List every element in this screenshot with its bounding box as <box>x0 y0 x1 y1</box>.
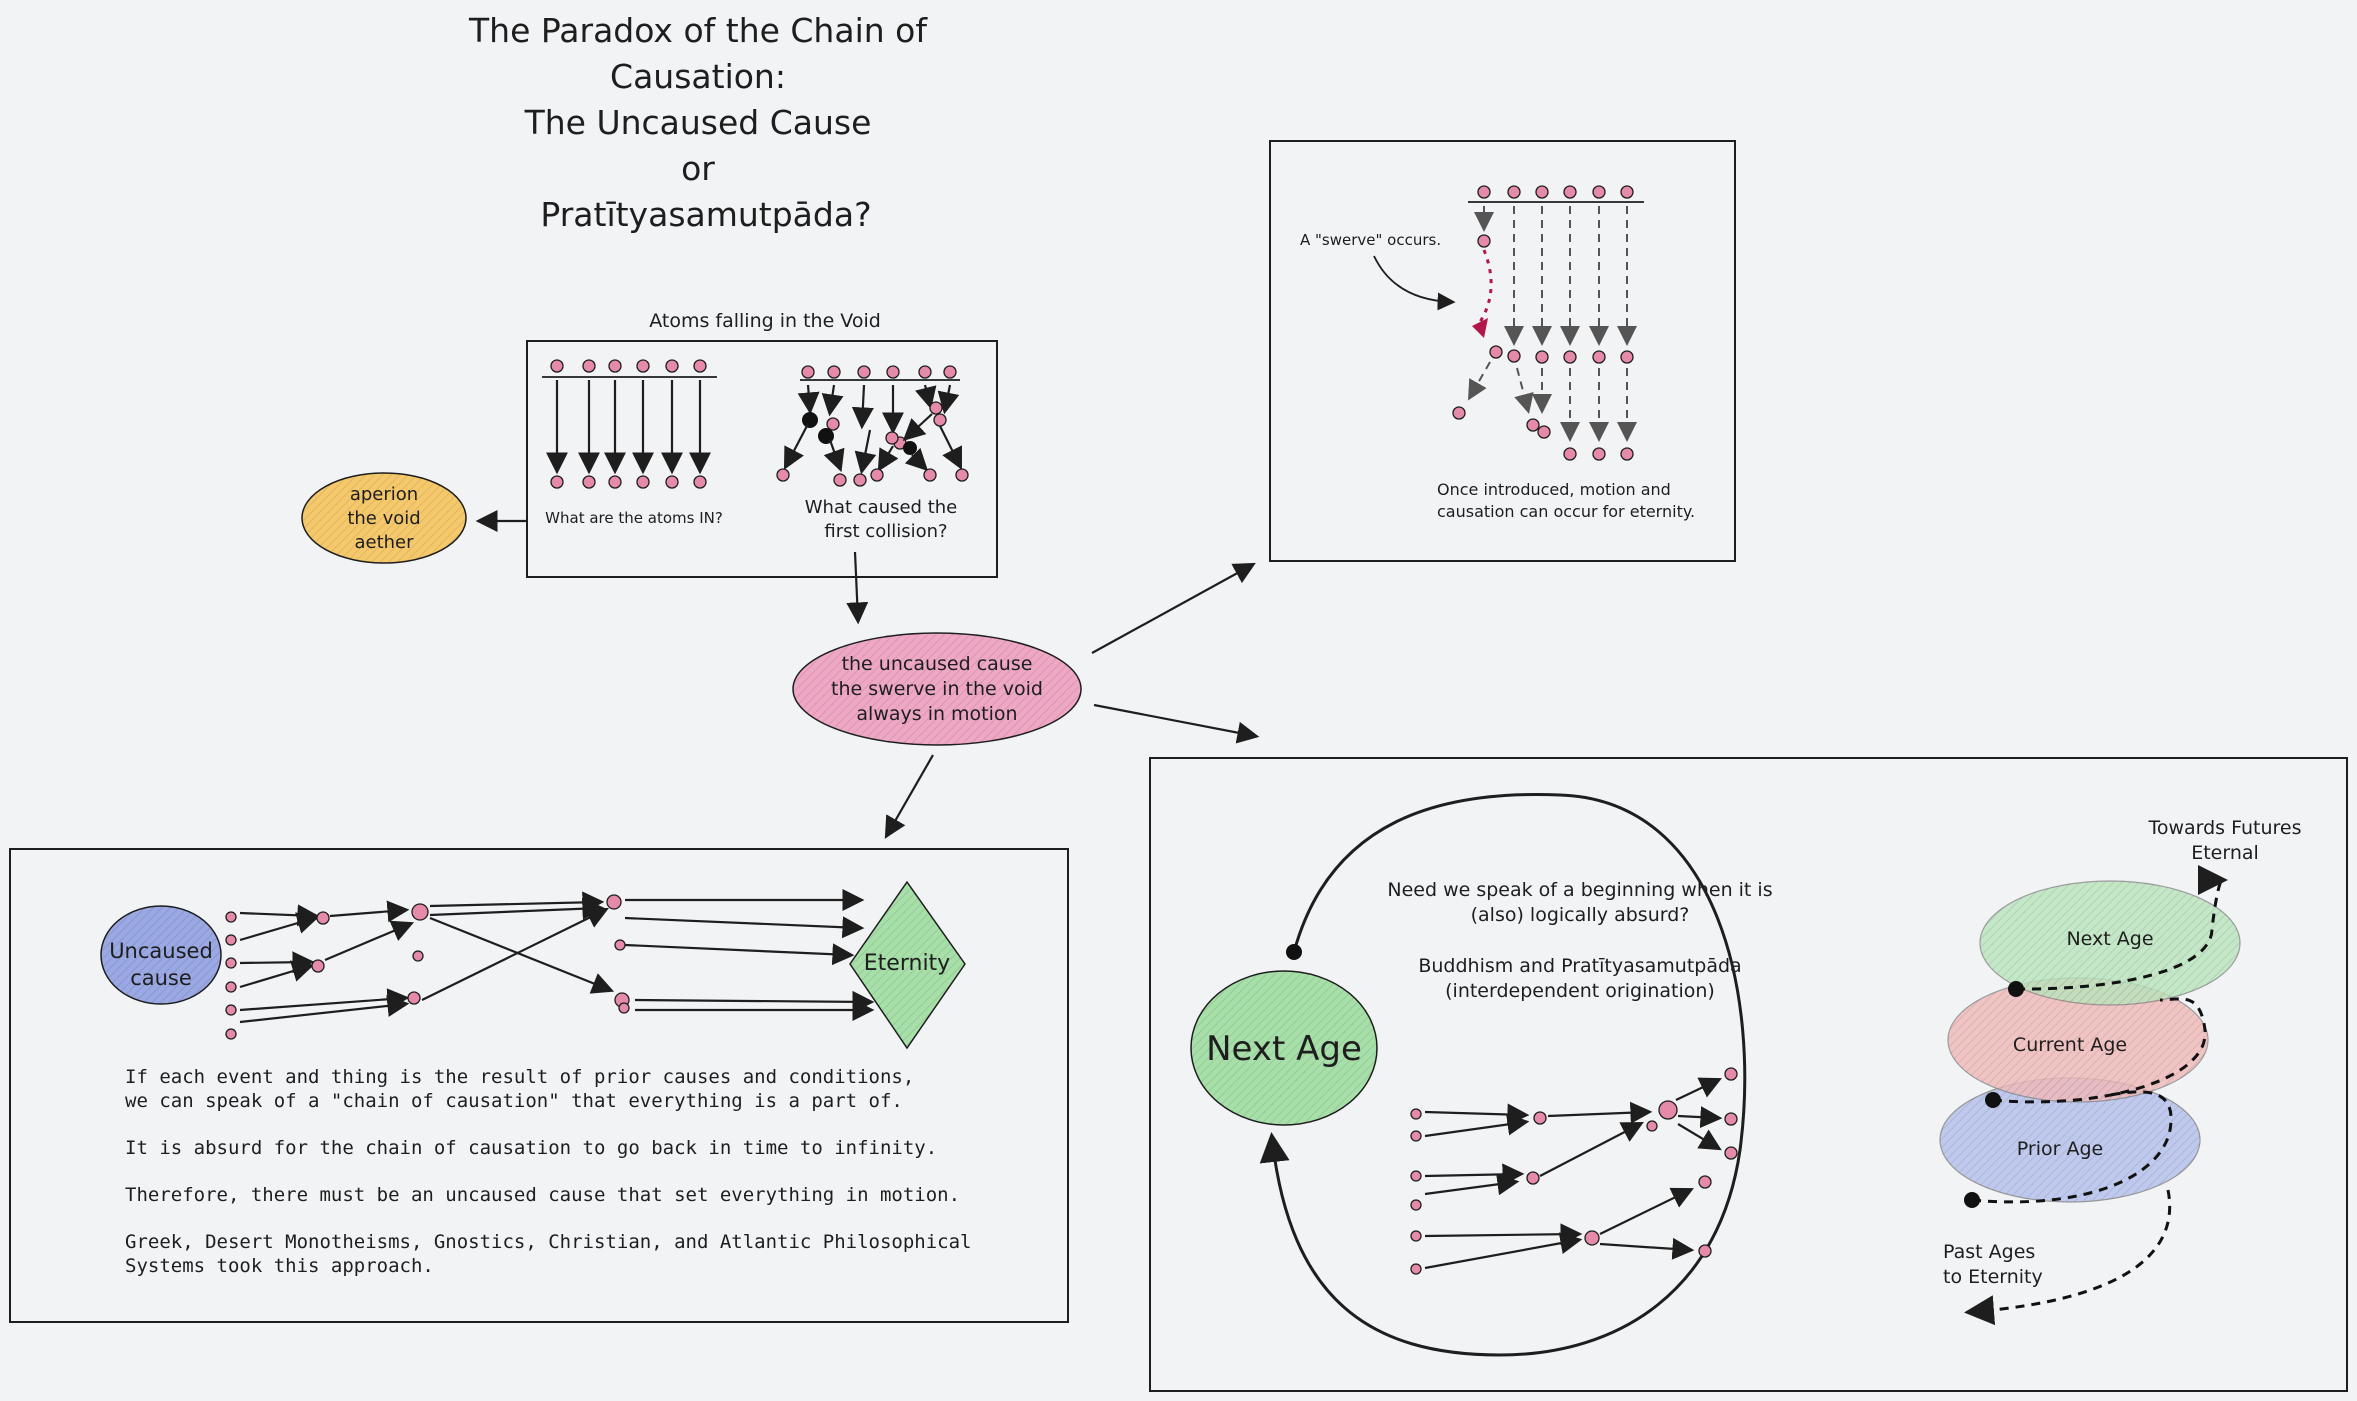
chain-panel <box>10 849 1068 1322</box>
chain-paragraph-1b: we can speak of a "chain of causation" that everything is a part of. <box>125 1090 903 1112</box>
aperion-node <box>302 473 466 563</box>
towards-futures-2: Eternal <box>2191 842 2259 864</box>
chain-paragraph-2: It is absurd for the chain of causation to go back in time to infinity. <box>125 1137 938 1159</box>
title-line-1: The Paradox of the Chain of <box>469 11 927 50</box>
stack-next-age: Next Age <box>2066 928 2154 950</box>
eternity-label: Eternity <box>863 951 951 976</box>
aperion-line-2: the void <box>347 508 421 529</box>
title-line-4: or <box>681 149 715 188</box>
stack-current-age: Current Age <box>2012 1034 2128 1056</box>
uncaused-line-3: always in motion <box>856 703 1018 725</box>
stack-prior-age: Prior Age <box>2016 1138 2104 1160</box>
uncaused-cause-circle <box>101 906 221 1004</box>
title-line-2: Causation: <box>610 57 786 96</box>
causal-chain-graph <box>226 895 870 1039</box>
uncaused-node-line-1: Uncaused <box>109 939 213 963</box>
interdependent-network <box>1411 1068 1737 1274</box>
uncaused-line-1: the uncaused cause <box>841 653 1033 675</box>
collision-atoms-diagram <box>777 366 968 486</box>
atoms-left-caption: What are the atoms IN? <box>545 509 723 527</box>
aperion-line-3: aether <box>354 532 414 553</box>
eternity-node <box>850 882 965 1048</box>
swerve-note: A "swerve" occurs. <box>1300 231 1442 249</box>
ages-question-1: Need we speak of a beginning when it is <box>1387 879 1773 901</box>
swerve-panel <box>1270 141 1735 561</box>
arrow-to-swerve-panel <box>1092 565 1252 653</box>
title-line-3: The Uncaused Cause <box>524 103 872 142</box>
arrow-to-ages-panel <box>1094 705 1255 736</box>
title-line-5: Pratītyasamutpāda? <box>540 195 872 234</box>
chain-text <box>125 1066 971 1277</box>
uncaused-cause-node <box>793 633 1081 745</box>
ages-buddhism-1: Buddhism and Pratītyasamutpāda <box>1418 955 1742 977</box>
uncaused-node-line-2: cause <box>130 966 192 990</box>
falling-atoms-diagram <box>542 360 717 488</box>
swerve-caption-1: Once introduced, motion and <box>1437 480 1671 499</box>
swerve-caption-2: causation can occur for eternity. <box>1437 502 1696 521</box>
arrow-to-uncaused <box>855 552 858 620</box>
towards-futures-1: Towards Futures <box>2148 817 2302 839</box>
chain-paragraph-4b: Systems took this approach. <box>125 1255 434 1277</box>
past-ages-1: Past Ages <box>1943 1241 2036 1263</box>
atoms-right-caption-2: first collision? <box>824 521 948 542</box>
past-ages-2: to Eternity <box>1943 1266 2043 1288</box>
chain-paragraph-3: Therefore, there must be an uncaused cause that set everything in motion. <box>125 1184 961 1206</box>
chain-paragraph-1a: If each event and thing is the result of prior causes and conditions, <box>125 1066 915 1088</box>
ages-panel <box>1150 758 2347 1391</box>
ages-buddhism-2: (interdependent origination) <box>1445 980 1715 1002</box>
atoms-right-caption-1: What caused the <box>804 497 958 518</box>
atoms-panel <box>527 310 997 577</box>
atoms-heading: Atoms falling in the Void <box>649 310 881 332</box>
next-age-circle-label: Next Age <box>1206 1029 1362 1069</box>
page-title <box>468 11 928 234</box>
next-age-circle <box>1191 971 1377 1125</box>
arrow-to-chain-panel <box>887 755 933 835</box>
uncaused-line-2: the swerve in the void <box>831 678 1043 700</box>
ages-question-2: (also) logically absurd? <box>1470 904 1690 926</box>
aperion-line-1: aperion <box>349 484 419 505</box>
chain-paragraph-4a: Greek, Desert Monotheisms, Gnostics, Christian, and Atlantic Philosophical <box>125 1231 972 1253</box>
